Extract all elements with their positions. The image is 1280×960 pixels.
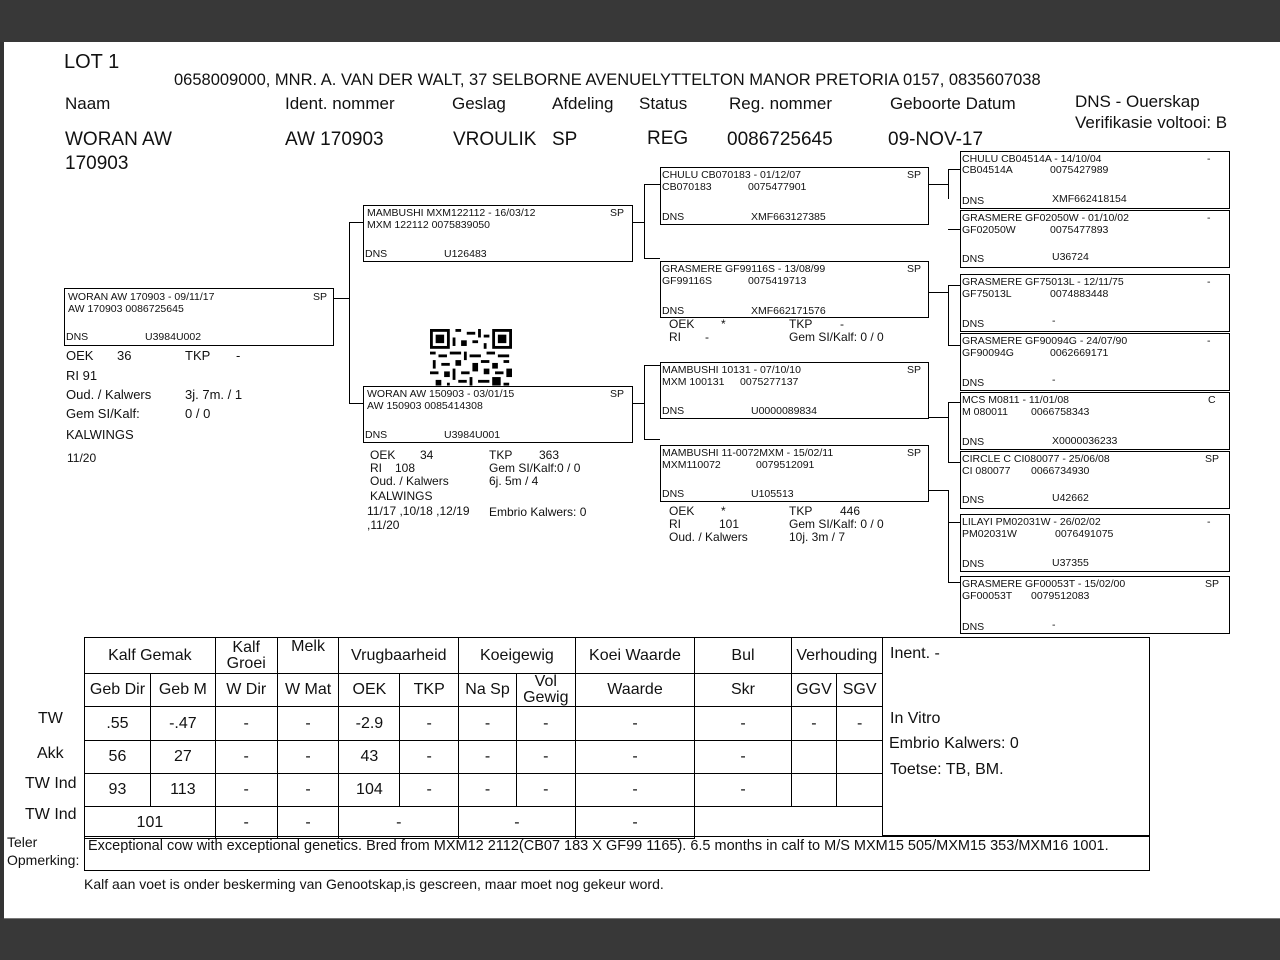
gen4-reg: 0066758343 [1031,406,1090,418]
gen4-id: M 080011 [962,406,1008,418]
gen3-dns: DNS [662,488,685,500]
connector [349,222,363,223]
pedigree-page [4,42,1280,919]
animal-name: WORAN AW [65,129,172,150]
dam-tkp-label: TKP [489,448,513,462]
dam-oek-label: OEK [370,448,396,462]
gen4-box [960,210,1230,268]
gen4-sp: - [1207,212,1211,224]
gen4-id: CB04514A [962,164,1013,176]
connector [928,292,948,293]
gen3-box [660,261,929,318]
remarks-text: Exceptional cow with exceptional genetics. Bred from MXM12 2112(CB07 183 X GF99 1165). 6.5 months in calf to M/S MXM15 505/MXM15 353/MXM16 1001. [84,836,1150,871]
gen4-title: LILAYI PM02031W - 26/02/02 [962,516,1101,528]
col-w-mat: W Mat [277,674,339,707]
animal-kalwings-value: 11/20 [67,451,97,465]
gen4-box [960,333,1230,391]
gen4-reg: 0079512083 [1031,590,1090,602]
connector [632,403,644,404]
gen4-dns: DNS [962,558,985,570]
connector [632,222,644,223]
table-cell: - [695,707,791,741]
gen3-sp: SP [907,364,922,376]
table-cell: - [837,707,883,741]
top-bar [0,0,1280,42]
side-panel [882,637,1150,836]
table-cell: - [277,774,339,807]
col-reg: Reg. nommer [729,94,832,113]
table-row [85,707,883,741]
gen4-reg: 0062669171 [1050,347,1109,359]
gen3-dnscode: U0000089834 [751,405,817,417]
bottom-bar [0,918,1280,960]
side-toetse: Toetse: TB, BM. [890,761,1004,778]
dam-title: WORAN AW 150903 - 03/01/15 [367,388,515,400]
table-cell: - [215,741,277,774]
gen3a-tkp-label: TKP [789,317,813,331]
gen3-reg: 0075419713 [748,275,807,287]
connector [349,222,350,404]
table-cell: - [215,807,277,839]
gen3a-ri-label: RI [669,330,681,344]
table-cell: .55 [85,707,151,741]
animal-box-dnscode: U3984U002 [145,331,202,343]
gen3-title: MAMBUSHI 11-0072MXM - 15/02/11 [662,447,834,459]
table-cell: - [575,774,695,807]
gen3-box [660,167,929,225]
table-cell: 93 [85,774,151,807]
col-oek: OEK [339,674,400,707]
animal-gem-value: 0 / 0 [185,406,211,421]
animal-ri: RI 91 [66,368,98,383]
gen4-dnscode: U42662 [1052,492,1089,504]
animal-gem-label: Gem SI/Kalf: [66,406,140,421]
sire-dnscode: U126483 [444,248,487,260]
table-cell [791,774,837,807]
connector [948,285,960,286]
gen4-dns: DNS [962,195,985,207]
dam-oek-value: 34 [420,448,434,462]
gen3a-oek-value: * [721,317,726,331]
gen3-reg: 0075277137 [740,376,799,388]
gen3-title: CHULU CB070183 - 01/12/07 [662,169,801,181]
dam-tkp-value: 363 [539,448,560,462]
gen4-reg: 0066734930 [1031,465,1090,477]
animal-box-id: AW 170903 0086725645 [68,303,184,315]
gen4-sp: SP [1205,453,1220,465]
gen3-id: CB070183 [662,181,712,193]
connector [928,184,948,185]
gen4-dnscode: U37355 [1052,557,1089,569]
connector [948,490,949,582]
col-sgv: SGV [837,674,883,707]
table-cell: - [215,707,277,741]
animal-oud-value: 3j. 7m. / 1 [185,387,243,402]
sire-box [363,205,633,262]
gen4-box [960,451,1230,509]
gen3-dnscode: U105513 [751,488,794,500]
geslag-value: VROULIK [453,129,537,150]
owner-line: 0658009000, MNR. A. VAN DER WALT, 37 SELBORNE AVENUELYTTELTON MANOR PRETORIA 0157, 0835607038 [174,71,1041,89]
col-geboorte: Geboorte Datum [890,94,1016,113]
gen3b-tkp-label: TKP [789,504,813,518]
gen4-dnscode: U36724 [1052,251,1089,263]
table-cell: - [575,707,695,741]
table-cell: - [277,707,339,741]
gen3a-ri-value: - [705,330,709,344]
gen4-dnscode: XMF662418154 [1052,193,1127,205]
gen3b-oek-value: * [721,504,726,518]
table-cell: - [695,774,791,807]
animal-box [64,288,334,346]
animal-kalwings: KALWINGS [66,427,134,442]
dns-verification: Verifikasie voltooi: B [1075,113,1228,132]
gen3a-gem: Gem SI/Kalf: 0 / 0 [789,330,884,344]
table-cell: - [695,741,791,774]
gen4-title: GRASMERE GF75013L - 12/11/75 [962,276,1124,288]
table-cell [837,774,883,807]
side-embrio: Embrio Kalwers: 0 [889,735,1019,752]
group-bul: Bul [695,638,791,674]
gen4-sp: C [1208,394,1216,406]
table-cell: -.47 [150,707,215,741]
sire-title: MAMBUSHI MXM122112 - 16/03/12 [367,207,536,219]
col-ident: Ident. nommer [285,94,395,113]
gen4-title: GRASMERE GF02050W - 01/10/02 [962,212,1129,224]
table-cell: - [277,807,339,839]
dam-id: AW 150903 0085414308 [367,400,483,412]
gen4-box [960,274,1230,332]
lot-title: LOT 1 [64,51,120,73]
animal-box-dns: DNS [66,331,89,343]
row-label-tw-ind-2: TW Ind [25,806,77,823]
ident-value: AW 170903 [285,129,384,150]
gen3b-tkp-value: 446 [840,504,861,518]
gen3-reg: 0079512091 [756,459,815,471]
gen4-id: GF90094G [962,347,1014,359]
table-row [85,741,883,774]
connector [948,345,960,346]
gen3-id: GF99116S [662,275,713,287]
side-in-vitro: In Vitro [890,710,941,727]
dam-oud-value: 6j. 5m / 4 [489,474,539,488]
gen3-box [660,445,929,502]
dam-gem: Gem SI/Kalf:0 / 0 [489,461,581,475]
group-melk: Melk [277,638,339,674]
connector [644,184,645,258]
table-cell: - [516,707,575,741]
status-value: REG [647,128,689,149]
connector [644,365,645,439]
dam-ri-label: RI [370,461,382,475]
dam-kalwings: KALWINGS [370,489,433,503]
table-cell: - [516,741,575,774]
gen3-box [660,362,929,419]
table-cell: - [575,807,695,839]
dam-sp: SP [610,388,625,400]
gen4-title: CIRCLE C CI080077 - 25/06/08 [962,453,1110,465]
connector [928,490,948,491]
table-cell: - [400,707,459,741]
table-cell: - [400,774,459,807]
table-cell: - [339,807,459,839]
gen4-box [960,392,1230,450]
remarks-label-teler: Teler [7,834,38,850]
connector [948,402,949,462]
table-cell: 104 [339,774,400,807]
gen4-title: MCS M0811 - 11/01/08 [962,394,1069,406]
gen4-title: CHULU CB04514A - 14/10/04 [962,153,1102,165]
table-cell: 113 [150,774,215,807]
table-cell: - [791,707,837,741]
gen4-reg: 0075477893 [1050,224,1109,236]
connector [948,462,960,463]
table-cell: 27 [150,741,215,774]
dam-kalwings-v2: ,11/20 [367,518,400,532]
table-cell: - [459,707,517,741]
dns-title: DNS - Ouerskap [1075,92,1200,111]
gen4-sp: - [1207,276,1211,288]
gen3-dns: DNS [662,211,685,223]
table-cell: - [459,774,517,807]
afdeling-value: SP [552,129,578,150]
table-cell: - [575,741,695,774]
row-label-tw: TW [38,710,63,727]
animal-tkp-value: - [236,348,241,363]
gen4-title: GRASMERE GF90094G - 24/07/90 [962,335,1128,347]
col-geb-m: Geb M [150,674,215,707]
remarks-footer: Kalf aan voet is onder beskerming van Genootskap,is gescreen, maar moet nog gekeur word. [84,876,664,892]
gen3a-oek-label: OEK [669,317,695,331]
gen4-id: PM02031W [962,528,1017,540]
col-geb-dir: Geb Dir [85,674,151,707]
table-row [85,774,883,807]
group-verhouding: Verhouding [791,638,882,674]
col-tkp: TKP [400,674,459,707]
col-geslag: Geslag [452,94,506,113]
table-cell: - [277,741,339,774]
col-naam: Naam [65,94,111,113]
dam-ri-value: 108 [395,461,416,475]
col-afdeling: Afdeling [552,94,614,113]
animal-box-title: WORAN AW 170903 - 09/11/17 [68,291,215,303]
connector [948,169,960,170]
table-cell: - [215,774,277,807]
col-skr: Skr [695,674,791,707]
gen4-title: GRASMERE GF00053T - 15/02/00 [962,578,1126,590]
gen3-sp: SP [907,263,922,275]
gen4-dnscode: - [1052,315,1056,327]
connector [644,439,660,440]
gen3-dnscode: XMF663127385 [751,211,826,223]
gen3b-ri-value: 101 [719,517,740,531]
connector [948,402,960,403]
table-cell [791,741,837,774]
gen3a-tkp-value: - [840,317,844,331]
gen3-title: MAMBUSHI 10131 - 07/10/10 [662,364,801,376]
gen4-dns: DNS [962,377,985,389]
animal-oud-label: Oud. / Kalwers [66,387,152,402]
gen4-dns: DNS [962,494,985,506]
col-waarde: Waarde [575,674,695,707]
connector [644,258,660,259]
table-cell: -2.9 [339,707,400,741]
gen4-id: GF75013L [962,288,1012,300]
gen4-dnscode: X0000036233 [1052,435,1118,447]
dam-box [363,386,633,443]
table-row [85,807,883,839]
gen3-id: MXM 100131 [662,376,725,388]
gen3b-gem: Gem SI/Kalf: 0 / 0 [789,517,884,531]
gen4-sp: SP [1205,578,1220,590]
gen3-sp: SP [907,447,922,459]
table-cell: - [516,774,575,807]
gen4-id: GF02050W [962,224,1016,236]
group-kalf-groei: Kalf Groei [215,638,277,674]
geboorte-value: 09-NOV-17 [888,129,984,150]
sire-dns: DNS [365,248,388,260]
table-cell: - [459,807,576,839]
gen4-dns: DNS [962,253,985,265]
gen4-sp: - [1207,153,1211,165]
dam-embrio: Embrio Kalwers: 0 [489,505,587,519]
connector [948,169,949,199]
connector [349,403,363,404]
table-cell: 43 [339,741,400,774]
reg-value: 0086725645 [727,129,833,150]
table-cell: 56 [85,741,151,774]
gen4-box [960,151,1230,209]
dam-kalwings-v1: 11/17 ,10/18 ,12/19 [367,504,470,518]
gen4-reg: 0074883448 [1050,288,1109,300]
group-kalf-gemak: Kalf Gemak [85,638,216,674]
connector [644,365,660,366]
gen3-title: GRASMERE GF99116S - 13/08/99 [662,263,826,275]
gen4-sp: - [1207,516,1211,528]
gen4-reg: 0076491075 [1055,528,1114,540]
gen3-reg: 0075477901 [748,181,807,193]
table-cell: - [459,741,517,774]
col-ggv: GGV [791,674,837,707]
col-status: Status [639,94,688,113]
table-cell [837,741,883,774]
gen4-dns: DNS [962,436,985,448]
gen4-dns: DNS [962,318,985,330]
connector [948,285,949,345]
side-inent: Inent. - [890,645,940,662]
sire-sp: SP [610,207,625,219]
gen4-box [960,514,1230,572]
group-vrugbaarheid: Vrugbaarheid [339,638,459,674]
col-w-dir: W Dir [215,674,277,707]
connector [333,298,349,299]
gen4-box [960,576,1230,634]
animal-oek-value: 36 [117,348,132,363]
connector [948,582,960,583]
dam-dnscode: U3984U001 [444,429,501,441]
connector [948,229,960,230]
connector [948,522,960,523]
gen4-dnscode: - [1052,619,1056,631]
gen4-sp: - [1207,335,1211,347]
breeding-values-table [84,637,883,839]
gen3-id: MXM110072 [662,459,721,471]
animal-tkp-label: TKP [185,348,211,363]
remarks-label-opmerking: Opmerking: [7,852,80,868]
animal-oek-label: OEK [66,348,94,363]
gen3-dns: DNS [662,305,685,317]
row-label-tw-ind: TW Ind [25,775,77,792]
col-na-sp: Na Sp [459,674,517,707]
dam-dns: DNS [365,429,388,441]
gen3b-oek-label: OEK [669,504,695,518]
gen4-dns: DNS [962,621,985,633]
gen3-dns: DNS [662,405,685,417]
table-cell: - [400,741,459,774]
animal-box-sp: SP [313,291,328,303]
row-label-akk: Akk [37,745,64,762]
table-cell: 101 [85,807,216,839]
animal-name-number: 170903 [65,153,129,174]
gen3b-oud-label: Oud. / Kalwers [669,530,748,544]
gen4-id: GF00053T [962,590,1013,602]
connector [644,184,660,185]
dam-oud-label: Oud. / Kalwers [370,474,449,488]
sire-id: MXM 122112 0075839050 [367,219,490,231]
gen3-sp: SP [907,169,922,181]
gen3-dnscode: XMF662171576 [751,305,826,317]
connector [928,417,948,418]
gen4-dnscode: - [1052,374,1056,386]
col-vol-gewig: Vol Gewig [516,674,575,707]
group-koeigewig: Koeigewig [459,638,576,674]
gen3b-oud-value: 10j. 3m / 7 [789,530,846,544]
gen4-id: CI 080077 [962,465,1011,477]
gen4-reg: 0075427989 [1050,164,1109,176]
group-koei-waarde: Koei Waarde [575,638,695,674]
gen3b-ri-label: RI [669,517,681,531]
